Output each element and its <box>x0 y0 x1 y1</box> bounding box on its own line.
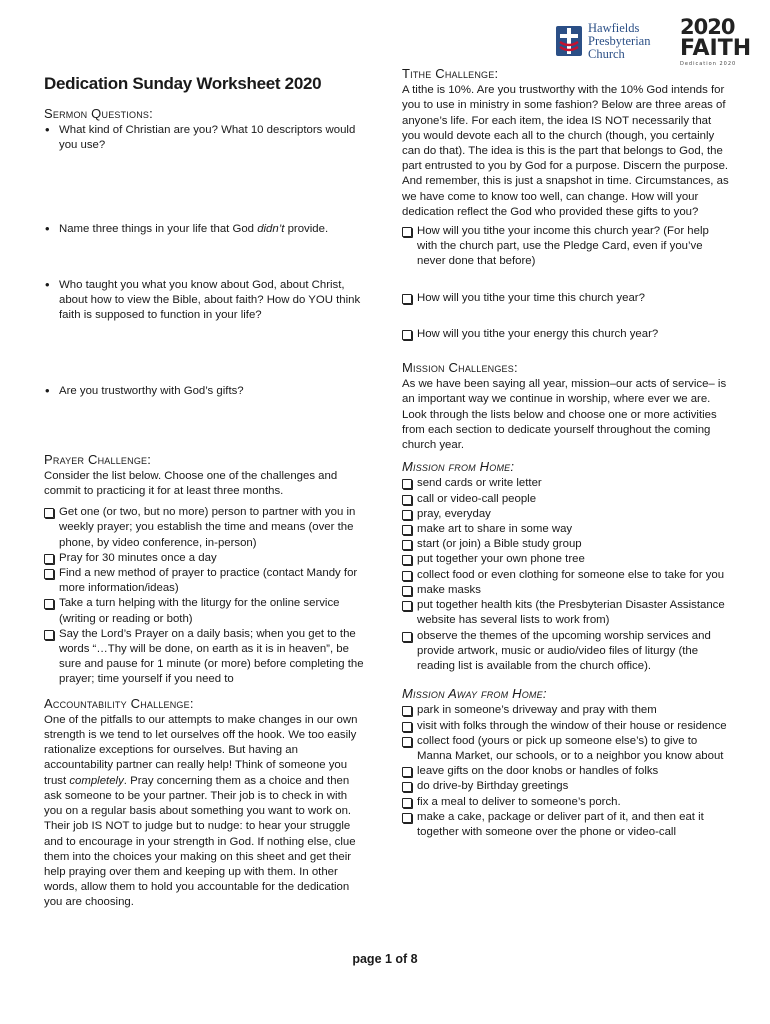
checkbox[interactable] <box>402 767 412 777</box>
checkbox[interactable] <box>402 555 412 565</box>
mission-option <box>402 552 732 567</box>
checkbox[interactable] <box>44 569 54 579</box>
faith-year: 2020 <box>680 15 735 39</box>
mission-away-list <box>402 703 732 840</box>
mission-option <box>402 779 732 794</box>
checkbox[interactable] <box>402 294 412 304</box>
tithe-text: A tithe is 10%. Are you trustworthy with the 10% God intends for you to use in ministry in some fashion? Below are three areas of anyone’s life. For each item, the idea IS NOT necessarily that you would devote each all to the church (though, you certainly can do that). The idea is this is the part that belongs to God, the part entrusted to you by God for a purpose. Discern the purpose. And remember, this is just a snapshot in time. Circumstances, as we have come to know too well, can change. How will your dedication reflect the God who provided these gifts to you? <box>402 84 729 218</box>
page-title: Dedication Sunday Worksheet 2020 <box>44 74 322 93</box>
tithe-option <box>402 291 732 306</box>
sermon-question: • Who taught you what you know about God, about Christ, about how to view the Bible, about faith? How do YOU think faith is supposed to function in your life? <box>44 278 368 324</box>
mission-option-text: make masks <box>417 583 481 596</box>
mission-option <box>402 795 732 810</box>
sermon-question: • What kind of Christian are you? What 10 descriptors would you use? <box>44 123 368 153</box>
prayer-challenge-heading: Prayer Challenge: <box>44 451 152 467</box>
mission-option <box>402 537 732 552</box>
mission-option <box>402 764 732 779</box>
checkbox[interactable] <box>44 599 54 609</box>
prayer-option <box>44 551 368 566</box>
mission-option-text: pray, everyday <box>417 507 491 520</box>
checkbox[interactable] <box>44 630 54 640</box>
mission-option-text: put together your own phone tree <box>417 553 585 566</box>
prayer-option-text: Find a new method of prayer to practice (contact Mandy for more information/ideas) <box>59 567 358 595</box>
tithe-challenge-heading: Tithe Challenge: <box>402 66 499 81</box>
mission-option <box>402 734 732 764</box>
prayer-option <box>44 596 368 626</box>
prayer-option <box>44 566 368 596</box>
mission-from-home-heading: Mission from Home: <box>402 459 515 475</box>
mission-away-heading: Mission Away from Home: <box>402 686 547 702</box>
mission-option <box>402 522 732 537</box>
accountability-text: One of the pitfalls to our attempts to make changes in our own strength is we tend to let ourselves off the hook. We too easily rationalize exceptions for ourselves. But having an accountability partner can really help! Think of someone you trust completely. Pray concerning them as a choice and then ask someone to be your partner. Their job is to check in with you on a regular basis about something you want to work on. Their job IS NOT to judge but to nudge: to hear your struggle and to encourage in your strength in God. If nothing else, clue them into the choices your making on this sheet and get their help praying over them and keeping up with them. In other words, allow them to hold you accountable for the dedication you are choosing. <box>44 713 358 909</box>
sermon-questions-list <box>44 123 368 399</box>
church-name <box>588 22 676 61</box>
checkbox[interactable] <box>402 632 412 642</box>
mission-option-text: visit with folks through the window of their house or residence <box>417 719 727 732</box>
checkbox[interactable] <box>402 798 412 808</box>
mission-option <box>402 583 732 598</box>
mission-option <box>402 492 732 507</box>
mission-option-text: collect food or even clothing for someone else to take for you <box>417 568 725 581</box>
checkbox[interactable] <box>402 586 412 596</box>
mission-option-text: do drive-by Birthday greetings <box>417 780 569 793</box>
mission-option <box>402 719 732 734</box>
checkbox[interactable] <box>402 510 412 520</box>
checkbox[interactable] <box>44 508 54 518</box>
mission-challenges-heading: Mission Challenges: <box>402 360 518 376</box>
faith-2020-logo <box>680 15 752 67</box>
sermon-question: • Are you trustworthy with God’s gifts? <box>44 384 368 399</box>
tithe-option <box>402 224 732 270</box>
tithe-option-text: How will you tithe your time this church year? <box>417 291 645 304</box>
checkbox[interactable] <box>402 706 412 716</box>
prayer-option-text: Get one (or two, but no more) person to partner with you in weekly prayer; you establish the time and means (over the phone, by video conference, in-person) <box>59 506 356 549</box>
tithe-option-text: How will you tithe your income this church year? (For help with the church part, use the Pledge Card, even if you’ve never done that before) <box>417 225 709 268</box>
mission-option-text: send cards or write letter <box>417 477 542 490</box>
accountability-challenge-heading: Accountability Challenge: <box>44 695 194 711</box>
checkbox[interactable] <box>402 540 412 550</box>
church-name-line1: Hawfields <box>588 21 640 35</box>
church-name-line3: Church <box>588 47 625 61</box>
checkbox[interactable] <box>402 722 412 732</box>
church-name-line2: Presbyterian <box>588 34 651 48</box>
mission-text: As we have been saying all year, mission–our acts of service– is an important way we continue in worship, where ever we are. Look through the lists below and choose one or more activities from each section to dedicate yourself throughout the coming church year. <box>402 378 727 452</box>
prayer-option <box>44 627 368 688</box>
prayer-option-text: Pray for 30 minutes once a day <box>59 551 217 564</box>
left-column <box>44 66 368 917</box>
right-column <box>402 66 732 840</box>
mission-option-text: start (or join) a Bible study group <box>417 538 582 551</box>
mission-option <box>402 703 732 718</box>
tithe-list <box>402 224 732 342</box>
mission-option-text: fix a meal to deliver to someone’s porch. <box>417 795 621 808</box>
checkbox[interactable] <box>402 330 412 340</box>
mission-from-home-list <box>402 476 732 674</box>
prayer-option <box>44 505 368 551</box>
mission-option-text: make a cake, package or deliver part of it, and then eat it together with someone over the phone or video-call <box>417 810 704 838</box>
prayer-challenge-list <box>44 505 368 687</box>
mission-option-text: collect food (yours or pick up someone else’s) to give to Manna Market, our schools, or to a neighbor you know about <box>417 734 724 762</box>
sermon-question: • Name three things in your life that God didn’t provide. <box>44 222 368 237</box>
mission-option <box>402 598 732 628</box>
mission-option-text: leave gifts on the door knobs or handles of folks <box>417 765 659 778</box>
checkbox[interactable] <box>402 479 412 489</box>
prayer-option-text: Say the Lord’s Prayer on a daily basis; when you get to the words “…Thy will be done, on earth as it is in heaven”, be sure and pause for 1 minute (or more) before completing the prayer; time yourself if you need to <box>59 627 364 686</box>
church-cross-icon <box>554 22 584 62</box>
tithe-option <box>402 327 732 342</box>
page-number: page 1 of 8 <box>352 952 418 966</box>
checkbox[interactable] <box>402 571 412 581</box>
mission-option-text: make art to share in some way <box>417 523 573 536</box>
checkbox[interactable] <box>402 525 412 535</box>
tithe-option-text: How will you tithe your energy this church year? <box>417 327 659 340</box>
checkbox[interactable] <box>402 813 412 823</box>
checkbox[interactable] <box>402 737 412 747</box>
mission-option <box>402 476 732 491</box>
sermon-questions-heading: Sermon Questions: <box>44 106 153 121</box>
checkbox[interactable] <box>402 601 412 611</box>
mission-option <box>402 507 732 522</box>
checkbox[interactable] <box>44 554 54 564</box>
faith-word: FAITH <box>680 36 752 61</box>
checkbox[interactable] <box>402 227 412 237</box>
checkbox[interactable] <box>402 782 412 792</box>
prayer-challenge-intro: Consider the list below. Choose one of the challenges and commit to practicing it for at least three months. <box>44 469 338 498</box>
mission-option-text: observe the themes of the upcoming worship services and provide artwork, music or audio/video files of liturgy (the reading list is available from the church office). <box>417 629 711 672</box>
faith-subtitle: Dedication 2020 <box>680 61 737 67</box>
mission-option <box>402 568 732 583</box>
checkbox[interactable] <box>402 495 412 505</box>
mission-option-text: put together health kits (the Presbyterian Disaster Assistance website has several lists to work from) <box>417 599 725 627</box>
mission-option <box>402 629 732 675</box>
prayer-option-text: Take a turn helping with the liturgy for the online service (writing or reading or both) <box>59 597 340 625</box>
mission-option <box>402 810 732 840</box>
mission-option-text: park in someone’s driveway and pray with them <box>417 704 657 717</box>
mission-option-text: call or video-call people <box>417 492 537 505</box>
